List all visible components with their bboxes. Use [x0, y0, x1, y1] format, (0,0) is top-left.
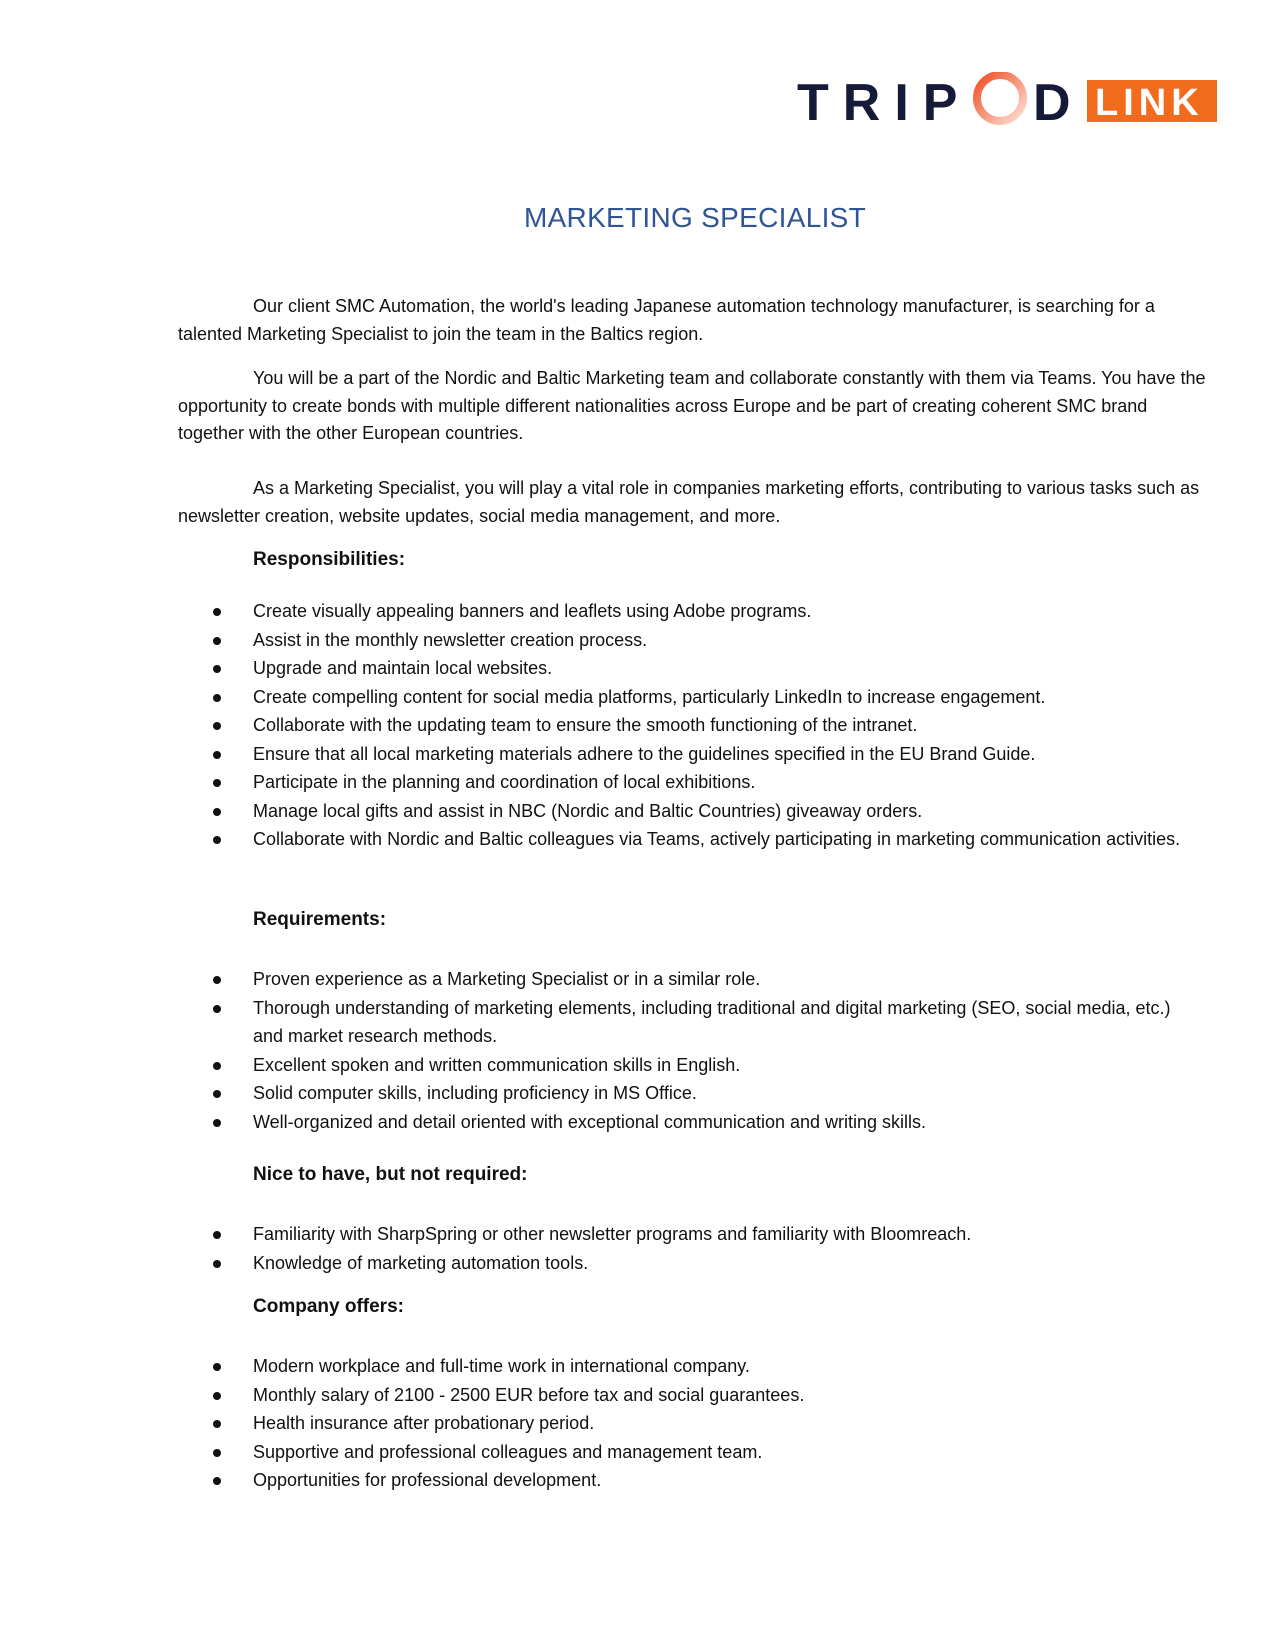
list-item-text: Monthly salary of 2100 - 2500 EUR before tax and social guarantees.	[253, 1384, 805, 1405]
logo-text-d: D	[1033, 74, 1071, 132]
list-item	[178, 1409, 1188, 1438]
list-item-text: Create visually appealing banners and leaflets using Adobe programs.	[253, 601, 812, 621]
list-item-text: Manage local gifts and assist in NBC (Nordic and Baltic Countries) giveaway orders.	[253, 800, 923, 821]
logo-text-trip: TRIP	[797, 74, 972, 132]
list-item	[178, 768, 1188, 797]
list-item-text: Create compelling content for social media platforms, particularly LinkedIn to increase engagement.	[253, 686, 1046, 707]
list-item	[178, 683, 1188, 712]
bullet-icon	[213, 637, 221, 645]
list-item	[178, 1079, 1188, 1108]
list-item-text: Excellent spoken and written communication skills in English.	[253, 1054, 741, 1075]
bullet-icon	[213, 1260, 221, 1268]
list-item	[178, 1381, 1188, 1410]
bullet-icon	[213, 1005, 221, 1013]
list-item	[178, 1466, 1188, 1495]
nice-to-have-list	[178, 1220, 1188, 1277]
list-item-text: Upgrade and maintain local websites.	[253, 658, 553, 678]
bullet-icon	[213, 665, 221, 673]
list-item-text: Modern workplace and full-time work in international company.	[253, 1356, 750, 1376]
list-item-text: Proven experience as a Marketing Specialist or in a similar role.	[253, 969, 761, 989]
bullet-icon	[213, 1420, 221, 1428]
bullet-icon	[213, 976, 221, 984]
bullet-icon	[213, 1090, 221, 1098]
bullet-icon	[213, 1231, 221, 1239]
bullet-icon	[213, 1477, 221, 1485]
intro-paragraph: You will be a part of the Nordic and Baltic Marketing team and collaborate constantly with them via Teams. You have the opportunity to create bonds with multiple different nationalities across Europe and be part of creating coherent SMC brand together with the other European countries.	[178, 368, 1206, 443]
list-item-text: Familiarity with SharpSpring or other newsletter programs and familiarity with Bloomreach.	[253, 1224, 972, 1244]
intro-paragraph: As a Marketing Specialist, you will play a vital role in companies marketing efforts, contributing to various tasks such as newsletter creation, website updates, social media management, and more.	[178, 478, 1200, 526]
list-item-text: Knowledge of marketing automation tools.	[253, 1252, 589, 1273]
bullet-icon	[213, 608, 221, 616]
list-item-text: Thorough understanding of marketing elements, including traditional and digital marketing (SEO, social media, etc.) and market research methods.	[253, 997, 1171, 1046]
list-item-text: Opportunities for professional development.	[253, 1470, 602, 1490]
bullet-icon	[213, 751, 221, 759]
bullet-icon	[213, 836, 221, 844]
list-item	[178, 740, 1188, 769]
list-item	[178, 1051, 1188, 1080]
requirements-heading: Requirements:	[253, 909, 387, 930]
list-item	[178, 825, 1188, 854]
list-item-text: Participate in the planning and coordination of local exhibitions.	[253, 772, 756, 792]
list-item	[178, 1220, 1188, 1249]
list-item-text: Assist in the monthly newsletter creation process.	[253, 629, 648, 650]
list-item	[178, 1438, 1188, 1467]
list-item-text: Collaborate with Nordic and Baltic colleagues via Teams, actively participating in marketing communication activities.	[253, 829, 1181, 849]
bullet-icon	[213, 808, 221, 816]
logo-ring-icon	[977, 75, 1023, 121]
company-offers-heading: Company offers:	[253, 1296, 404, 1317]
list-item-text: Health insurance after probationary period.	[253, 1413, 595, 1433]
page-title: MARKETING SPECIALIST	[523, 202, 867, 233]
bullet-icon	[213, 1449, 221, 1457]
bullet-icon	[213, 1119, 221, 1127]
company-logo	[797, 72, 1217, 134]
list-item-text: Supportive and professional colleagues and management team.	[253, 1441, 763, 1462]
bullet-icon	[213, 722, 221, 730]
list-item-text: Collaborate with the updating team to ensure the smooth functioning of the intranet.	[253, 715, 918, 735]
bullet-icon	[213, 694, 221, 702]
responsibilities-heading: Responsibilities:	[253, 549, 406, 570]
bullet-icon	[213, 1363, 221, 1371]
bullet-icon	[213, 1062, 221, 1070]
responsibilities-list	[178, 597, 1188, 854]
intro-paragraph: Our client SMC Automation, the world's leading Japanese automation technology manufacturer, is searching for a talented Marketing Specialist to join the team in the Baltics region.	[178, 296, 1155, 344]
list-item	[178, 626, 1188, 655]
list-item	[178, 1249, 1188, 1278]
requirements-list	[178, 965, 1188, 1136]
list-item-text: Solid computer skills, including proficiency in MS Office.	[253, 1083, 697, 1103]
company-offers-list	[178, 1352, 1188, 1495]
list-item	[178, 654, 1188, 683]
logo-badge-text: LINK	[1095, 82, 1204, 124]
list-item-text: Well-organized and detail oriented with exceptional communication and writing skills.	[253, 1111, 927, 1132]
list-item	[178, 711, 1188, 740]
nice-to-have-heading: Nice to have, but not required:	[253, 1164, 528, 1185]
bullet-icon	[213, 1392, 221, 1400]
list-item	[178, 1108, 1188, 1137]
list-item	[178, 597, 1188, 626]
list-item-text: Ensure that all local marketing materials adhere to the guidelines specified in the EU Brand Guide.	[253, 743, 1036, 764]
list-item	[178, 965, 1188, 994]
bullet-icon	[213, 779, 221, 787]
list-item	[178, 994, 1188, 1051]
list-item	[178, 797, 1188, 826]
list-item	[178, 1352, 1188, 1381]
